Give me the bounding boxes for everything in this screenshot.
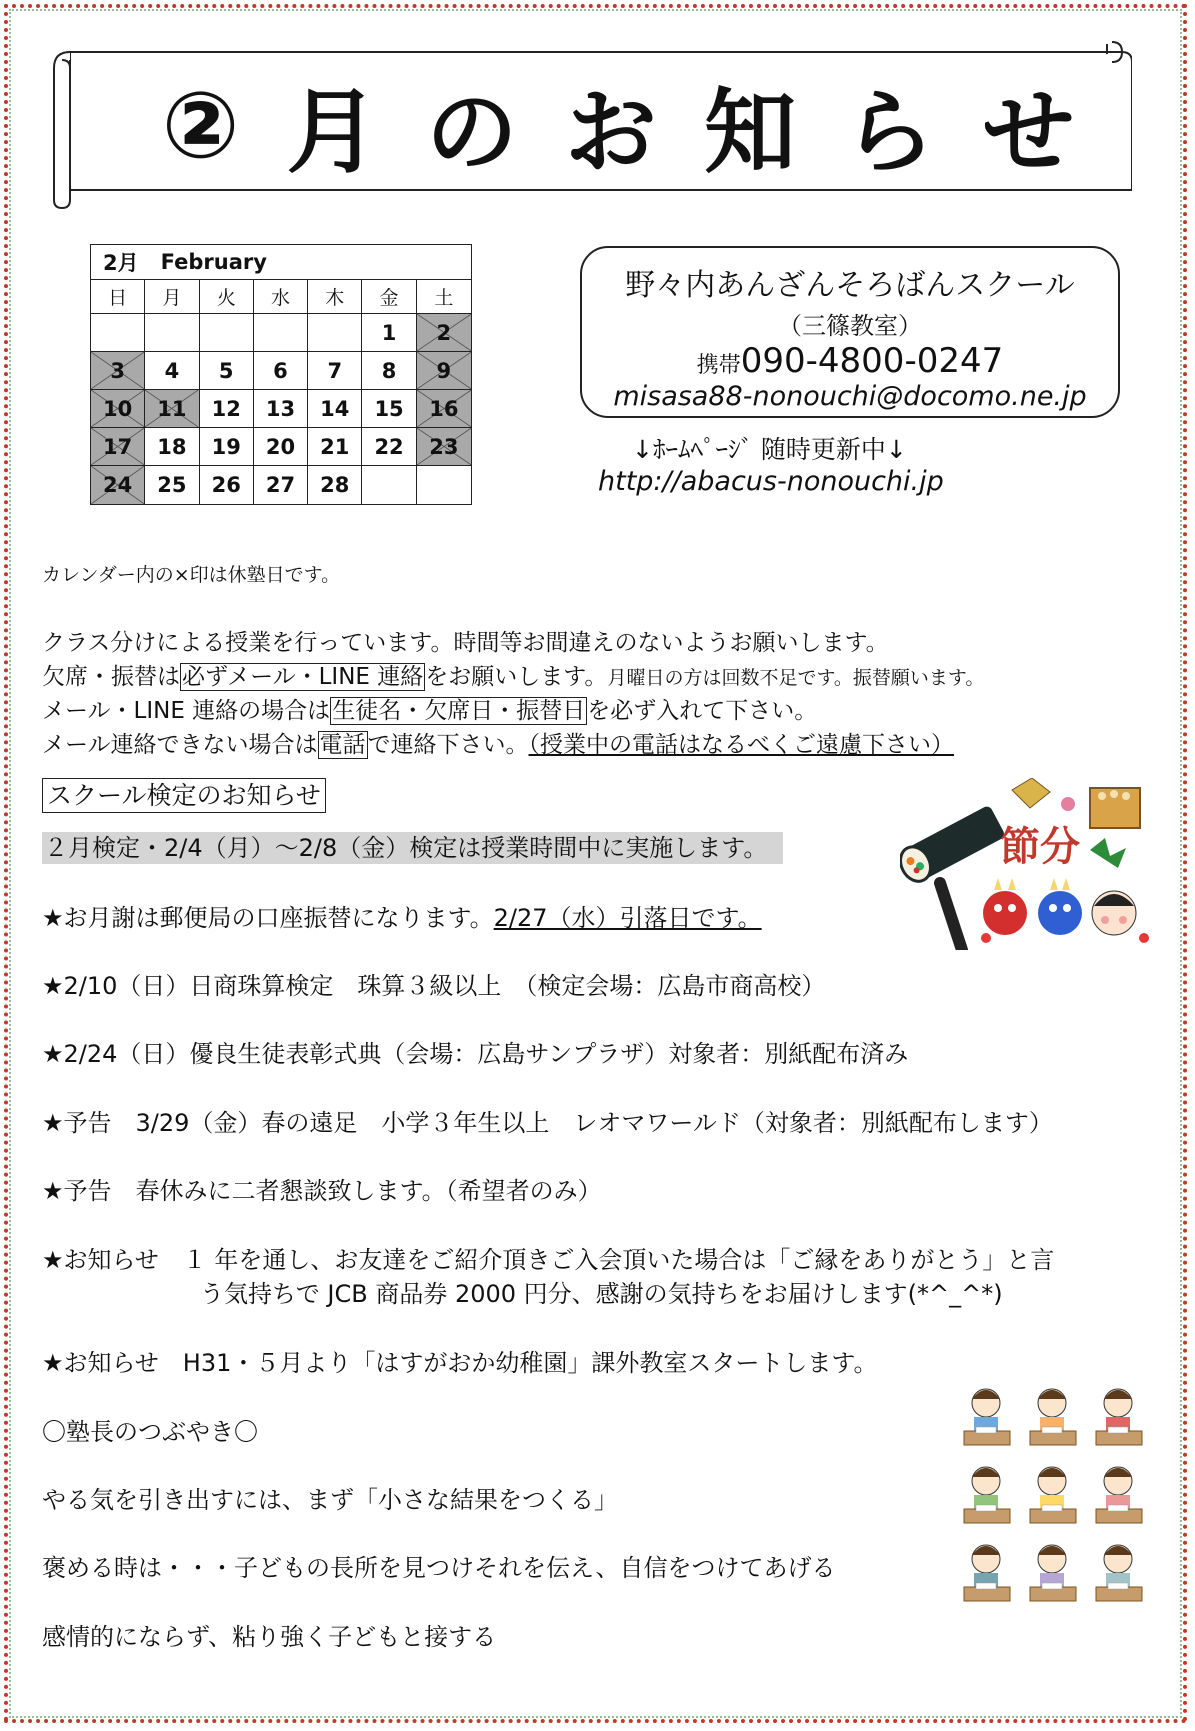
calendar-weekday: 日 (91, 280, 145, 314)
calendar-day: 21 (308, 428, 362, 466)
calendar-day (417, 466, 471, 504)
student-icon (964, 1389, 1010, 1445)
school-email[interactable]: misasa88-nonouchi@docomo.ne.jp (613, 381, 1087, 412)
calendar-weekday: 水 (254, 280, 308, 314)
tsubuyaki-heading: 〇塾長のつぶやき〇 (42, 1418, 258, 1446)
setsubun-text: 節分 (1000, 824, 1080, 870)
calendar-month: 2月 (103, 251, 139, 275)
announcement: ★予告 3/29（金）春の遠足 小学３年生以上 レオマワールド（対象者：別紙配布します） (42, 1109, 1053, 1137)
note-emphasis: 生徒名・欠席日・振替日 (332, 698, 586, 724)
calendar-day: 15 (362, 390, 416, 428)
calendar-day: 26 (200, 466, 254, 504)
announcement: う気持ちで JCB 商品券 2000 円分、感謝の気持ちをお届けします(*^_^*) (200, 1280, 1003, 1308)
calendar-day: 5 (200, 352, 254, 390)
student-icon (1096, 1467, 1142, 1523)
title-char: せ (982, 79, 1083, 186)
calendar-day-off: 23 (417, 428, 471, 466)
note-emphasis: 電話 (319, 732, 366, 758)
student-icon (1030, 1389, 1076, 1445)
title-scroll (52, 40, 1132, 210)
homepage-link[interactable]: http://abacus-nonouchi.jp (598, 466, 944, 497)
setsubun-illustration (900, 778, 1150, 950)
student-icon (964, 1467, 1010, 1523)
note-text: で連絡下さい。 (367, 732, 529, 758)
announcement-text: ★お月謝は郵便局の口座振替になります。 (42, 904, 494, 932)
calendar-day (200, 314, 254, 352)
calendar-day-off: 16 (417, 390, 471, 428)
note-small: 月曜日の方は回数不足です。振替願います。 (607, 667, 985, 689)
exam-heading: スクール検定のお知らせ (42, 778, 326, 813)
calendar-day: 28 (308, 466, 362, 504)
students-illustration (950, 1375, 1160, 1615)
calendar-day: 22 (362, 428, 416, 466)
calendar-header (91, 245, 471, 280)
note-line (42, 692, 817, 725)
title-char: の (425, 79, 526, 186)
title-char: 月 (286, 79, 387, 186)
announcement: ★2/10（日）日商珠算検定 珠算３級以上 （検定会場：広島市商高校） (42, 972, 826, 1000)
page-title (142, 60, 1102, 190)
calendar-day: 12 (200, 390, 254, 428)
announcement: ★お知らせ １ 年を通し、お友達をご紹介頂きご入会頂いた場合は「ご縁をありがとう」と言 (42, 1246, 1055, 1274)
note-text: メール・LINE 連絡の場合は (42, 698, 331, 724)
student-icon (1096, 1389, 1142, 1445)
note-underline: （授業中の電話はなるべくご遠慮下さい） (528, 732, 955, 758)
student-icon (964, 1545, 1010, 1601)
calendar-day-off: 2 (417, 314, 471, 352)
calendar-day: 20 (254, 428, 308, 466)
tsubuyaki-line: 感情的にならず、粘り強く子どもと接する (42, 1623, 497, 1651)
title-char: ② (161, 71, 248, 179)
note-line: クラス分けによる授業を行っています。時間等お間違えのないようお願いします。 (42, 630, 889, 656)
phone-number: 090-4800-0247 (740, 341, 1004, 381)
note-text: を必ず入れて下さい。 (587, 698, 818, 724)
exam-heading-wrap (42, 776, 326, 812)
calendar-weekday: 土 (417, 280, 471, 314)
calendar-day: 18 (145, 428, 199, 466)
announcement: ★2/24（日）優良生徒表彰式典（会場：広島サンプラザ）対象者：別紙配布済み (42, 1040, 909, 1068)
calendar-note: カレンダー内の×印は休塾日です。 (42, 564, 341, 586)
calendar-day: 25 (145, 466, 199, 504)
calendar-day: 7 (308, 352, 362, 390)
calendar-day (91, 314, 145, 352)
student-icon (1030, 1467, 1076, 1523)
school-branch: （三篠教室） (778, 312, 922, 340)
tsubuyaki-line: 褒める時は・・・子どもの長所を見つけそれを伝え、自信をつけてあげる (42, 1554, 836, 1582)
school-phone (582, 341, 1118, 381)
title-char: 知 (704, 79, 805, 186)
calendar-day (254, 314, 308, 352)
students-icon (950, 1375, 1160, 1615)
calendar-weekday: 火 (200, 280, 254, 314)
school-name: 野々内あんざんそろばんスクール (625, 268, 1075, 303)
title-char: お (564, 79, 665, 186)
calendar-day: 27 (254, 466, 308, 504)
note-text: メール連絡できない場合は (42, 732, 318, 758)
calendar-month-en: February (160, 250, 267, 274)
calendar-day-off: 24 (91, 466, 145, 504)
calendar-day-off: 10 (91, 390, 145, 428)
note-line (42, 658, 984, 691)
calendar-day: 6 (254, 352, 308, 390)
tsubuyaki-line: やる気を引き出すには、まず「小さな結果をつくる」 (42, 1486, 618, 1514)
note-text: をお願いします。 (425, 664, 608, 690)
note-line (42, 726, 954, 759)
calendar-day: 13 (254, 390, 308, 428)
phone-label: 携帯 (696, 353, 741, 378)
calendar-day: 14 (308, 390, 362, 428)
calendar-day (308, 314, 362, 352)
calendar (90, 244, 472, 505)
homepage-label: ↓ﾎｰﾑﾍﾟｰｼﾞ 随時更新中↓ (632, 435, 907, 464)
calendar-day (145, 314, 199, 352)
calendar-day-off: 9 (417, 352, 471, 390)
calendar-day: 8 (362, 352, 416, 390)
announcement (42, 898, 762, 933)
note-emphasis: 必ずメール・LINE 連絡 (182, 664, 424, 690)
calendar-weekday: 月 (145, 280, 199, 314)
announcement: ★予告 春休みに二者懇談致します。（希望者のみ） (42, 1177, 602, 1205)
calendar-day: 19 (200, 428, 254, 466)
title-char: ら (843, 79, 944, 186)
exam-schedule-wrap (42, 828, 783, 863)
calendar-weekday: 木 (308, 280, 362, 314)
calendar-day (362, 466, 416, 504)
note-text: 欠席・振替は (42, 664, 180, 690)
student-icon (1096, 1545, 1142, 1601)
school-info-box (580, 246, 1120, 418)
announcement: ★お知らせ H31・５月より「はすがおか幼稚園」課外教室スタートします。 (42, 1349, 878, 1377)
announcement-underline: 2/27（水）引落日です。 (493, 904, 762, 932)
calendar-day: 4 (145, 352, 199, 390)
calendar-grid (91, 280, 471, 504)
calendar-day-off: 11 (145, 390, 199, 428)
calendar-day-off: 3 (91, 352, 145, 390)
calendar-weekday: 金 (362, 280, 416, 314)
calendar-day: 1 (362, 314, 416, 352)
exam-schedule: ２月検定・2/4（月）～2/8（金）検定は授業時間中に実施します。 (42, 832, 783, 864)
setsubun-icon (900, 778, 1150, 950)
student-icon (1030, 1545, 1076, 1601)
calendar-day-off: 17 (91, 428, 145, 466)
